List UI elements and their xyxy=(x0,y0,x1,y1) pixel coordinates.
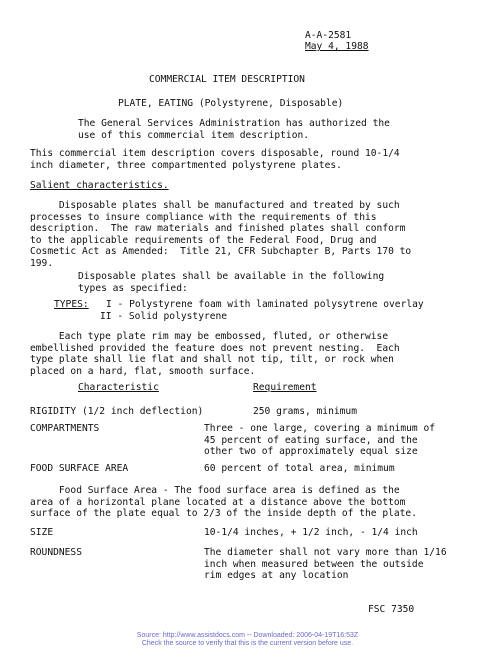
roundness-value: The diameter shall not vary more than 1/16 inch when measured between the outside rim edges at any location xyxy=(204,547,447,581)
rigidity-value: 250 grams, minimum xyxy=(253,406,357,417)
document-id: A-A-2581 xyxy=(305,30,352,41)
compartments-label: COMPARTMENTS xyxy=(30,423,100,434)
compartments-value: Three - one large, covering a minimum of 45 percent of eating surface, and the other two of approximately equal size xyxy=(204,423,436,457)
roundness-label: ROUNDNESS xyxy=(30,547,82,558)
requirement-header: Requirement xyxy=(253,382,317,393)
salient-heading: Salient characteristics. xyxy=(30,180,169,191)
food-area-label: FOOD SURFACE AREA xyxy=(30,463,129,474)
type-item: II - Solid polystyrene xyxy=(100,311,228,322)
fsc-code: FSC 7350 xyxy=(368,604,415,615)
characteristic-header: Characteristic xyxy=(78,382,159,393)
coverage-paragraph: This commercial item description covers disposable, round 10-1/4 inch diameter, three compartmented polystyrene plates. xyxy=(30,148,400,171)
availability-paragraph: Disposable plates shall be available in the following types as specified: xyxy=(78,271,385,294)
authorization-paragraph: The General Services Administration has authorized the use of this commercial item description. xyxy=(78,118,390,141)
source-line: Source: http://www.assistdocs.com -- Downloaded: 2006-04-19T16:53Z xyxy=(136,632,359,639)
heading-commercial: COMMERCIAL ITEM DESCRIPTION xyxy=(149,74,305,85)
rigidity-label: RIGIDITY (1/2 inch deflection) xyxy=(30,406,204,417)
type-item: I - Polystyrene foam with laminated polysytrene overlay xyxy=(106,299,424,310)
document-title: PLATE, EATING (Polystyrene, Disposable) xyxy=(118,98,344,109)
types-label: TYPES: xyxy=(54,299,89,310)
size-label: SIZE xyxy=(30,527,54,538)
food-area-definition: Food Surface Area - The food surface area is defined as the area of a horizontal plane located at a distance above the bottom surface of the plate equal to 2/3 of the inside depth of the plate. xyxy=(30,485,417,519)
document-date: May 4, 1988 xyxy=(305,41,369,52)
salient-paragraph: Disposable plates shall be manufactured and treated by such processes to insure compliance with the requirements of this description. The raw materials and finished plates shall conform to the applicable requirements of the Federal Food, Drug and Cosmetic Act as Amended: Title 21, CFR Subchapter B, Parts 170 to 199. xyxy=(30,200,412,269)
food-area-value: 60 percent of total area, minimum xyxy=(204,463,395,474)
source-verify-line: Check the source to verify that this is the current version before use. xyxy=(141,640,354,647)
rim-paragraph: Each type plate rim may be embossed, fluted, or otherwise embellished provided the feature does not prevent nesting. Each type plate shall lie flat and shall not tip, tilt, or rock when placed on a hard, flat, smooth surface. xyxy=(30,331,400,377)
size-value: 10-1/4 inches, + 1/2 inch, - 1/4 inch xyxy=(204,527,418,538)
